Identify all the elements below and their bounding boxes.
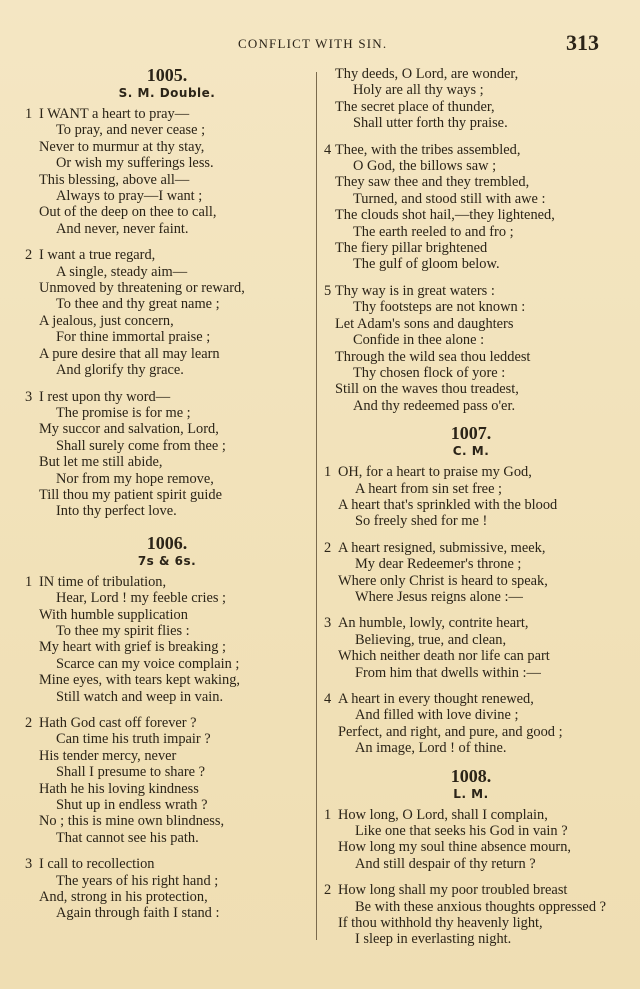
verse-text: This blessing, above all— bbox=[39, 171, 190, 188]
verse-line bbox=[22, 122, 312, 138]
verse-text: Believing, true, and clean, bbox=[355, 631, 507, 648]
verse-line bbox=[22, 438, 312, 454]
hymn-stanzas bbox=[22, 574, 312, 922]
verse-line bbox=[321, 497, 621, 513]
verse-text: I call to recollection bbox=[39, 856, 155, 873]
verse-text: I WANT a heart to pray— bbox=[39, 106, 190, 122]
verse-line bbox=[321, 615, 621, 631]
verse-line bbox=[22, 797, 312, 813]
verse-line bbox=[321, 839, 621, 855]
stanza-number: 3 bbox=[324, 615, 332, 632]
verse-line bbox=[321, 142, 621, 158]
stanza bbox=[321, 807, 621, 873]
verse-text: Till thou my patient spirit guide bbox=[39, 486, 222, 503]
verse-text: To pray, and never cease ; bbox=[56, 122, 206, 139]
verse-text: Can time his truth impair ? bbox=[56, 731, 211, 748]
stanza bbox=[321, 142, 621, 273]
verse-line bbox=[321, 299, 621, 315]
verse-line bbox=[321, 174, 621, 190]
verse-text: That cannot see his path. bbox=[56, 829, 199, 846]
verse-line bbox=[22, 247, 312, 263]
verse-line bbox=[321, 207, 621, 223]
verse-line bbox=[22, 296, 312, 312]
verse-line bbox=[321, 349, 621, 365]
verse-text: Thee, with the tribes assembled, bbox=[335, 141, 521, 158]
verse-line bbox=[321, 115, 621, 131]
verse-text: A heart that's sprinkled with the blood bbox=[338, 496, 558, 513]
verse-line bbox=[22, 188, 312, 204]
verse-line bbox=[22, 731, 312, 747]
verse-line bbox=[321, 899, 621, 915]
verse-text: And, strong in his protection, bbox=[39, 889, 208, 906]
verse-text: The promise is for me ; bbox=[56, 404, 191, 421]
verse-line bbox=[321, 823, 621, 839]
verse-line bbox=[321, 240, 621, 256]
verse-line bbox=[22, 204, 312, 220]
stanza-number: 1 bbox=[25, 573, 33, 590]
verse-line bbox=[22, 830, 312, 846]
hymn-meter: S. M. Double. bbox=[118, 86, 216, 100]
verse-line bbox=[321, 724, 621, 740]
verse-line bbox=[22, 813, 312, 829]
verse-text: Thy way is in great waters : bbox=[335, 282, 495, 299]
verse-line bbox=[22, 421, 312, 437]
verse-text: From him that dwells within :— bbox=[355, 664, 541, 681]
hymn-1008 bbox=[321, 767, 621, 948]
stanza bbox=[22, 247, 312, 378]
verse-line bbox=[22, 405, 312, 421]
stanza-number: 2 bbox=[324, 539, 332, 556]
verse-text: Always to pray—I want ; bbox=[56, 188, 203, 205]
verse-line bbox=[22, 672, 312, 688]
verse-line bbox=[22, 503, 312, 519]
verse-text: Shall I presume to share ? bbox=[56, 764, 206, 781]
verse-line bbox=[321, 191, 621, 207]
verse-text: Thy footsteps are not known : bbox=[353, 299, 526, 316]
hymn-meter: C. M. bbox=[452, 444, 490, 459]
stanza bbox=[321, 283, 621, 414]
verse-text: How long, O Lord, shall I complain, bbox=[338, 806, 548, 823]
verse-text: I sleep in everlasting night. bbox=[355, 931, 512, 948]
verse-line bbox=[321, 915, 621, 931]
verse-text: How long shall my poor troubled breast bbox=[338, 882, 568, 899]
verse-line bbox=[22, 905, 312, 921]
verse-text: And never, never faint. bbox=[56, 220, 189, 237]
stanza bbox=[321, 464, 621, 530]
verse-line bbox=[321, 66, 621, 82]
stanza-number: 4 bbox=[324, 141, 332, 158]
verse-text: They saw thee and they trembled, bbox=[335, 174, 530, 191]
verse-line bbox=[321, 381, 621, 397]
verse-line bbox=[321, 464, 621, 480]
verse-line bbox=[321, 589, 621, 605]
verse-line bbox=[321, 707, 621, 723]
verse-line bbox=[22, 362, 312, 378]
hymn-number: 1006. bbox=[146, 532, 188, 553]
verse-text: Still watch and weep in vain. bbox=[56, 688, 224, 705]
verse-line bbox=[321, 365, 621, 381]
verse-text: And filled with love divine ; bbox=[355, 707, 519, 724]
stanza bbox=[321, 540, 621, 606]
left-column bbox=[22, 66, 312, 932]
verse-line bbox=[321, 856, 621, 872]
verse-text: Like one that seeks his God in vain ? bbox=[355, 823, 568, 840]
verse-line bbox=[321, 807, 621, 823]
verse-text: And thy redeemed pass o'er. bbox=[353, 397, 516, 414]
stanza bbox=[321, 882, 621, 948]
verse-text: To thee my spirit flies : bbox=[56, 622, 190, 639]
hymn-stanzas bbox=[321, 807, 621, 948]
verse-line bbox=[22, 607, 312, 623]
verse-line bbox=[22, 280, 312, 296]
verse-text: The gulf of gloom below. bbox=[353, 256, 500, 273]
stanza-number: 2 bbox=[324, 882, 332, 899]
stanza-number: 2 bbox=[25, 247, 33, 264]
verse-line bbox=[22, 172, 312, 188]
verse-text: Out of the deep on thee to call, bbox=[39, 204, 217, 221]
hymn-1005 bbox=[22, 66, 312, 520]
verse-line bbox=[22, 106, 312, 122]
stanza-number: 1 bbox=[25, 106, 33, 122]
stanza bbox=[22, 856, 312, 922]
verse-line bbox=[321, 256, 621, 272]
verse-text: Again through faith I stand : bbox=[56, 905, 220, 922]
running-title: CONFLICT WITH SIN. bbox=[238, 36, 388, 51]
verse-line bbox=[22, 471, 312, 487]
verse-line bbox=[321, 573, 621, 589]
stanza bbox=[321, 66, 621, 132]
hymn-stanzas bbox=[321, 66, 621, 414]
hymn-1006 bbox=[22, 534, 312, 922]
verse-line bbox=[321, 931, 621, 947]
verse-text: My succor and salvation, Lord, bbox=[39, 421, 219, 438]
verse-text: Turned, and stood still with awe : bbox=[353, 190, 546, 207]
verse-text: Unmoved by threatening or reward, bbox=[39, 280, 245, 297]
verse-text: How long my soul thine absence mourn, bbox=[338, 839, 572, 856]
verse-line bbox=[321, 82, 621, 98]
verse-line bbox=[22, 639, 312, 655]
verse-line bbox=[321, 513, 621, 529]
verse-text: My heart with grief is breaking ; bbox=[39, 639, 227, 656]
verse-text: Mine eyes, with tears kept waking, bbox=[39, 672, 241, 689]
hymn-meter: L. M. bbox=[453, 786, 489, 801]
verse-text: Thy chosen flock of yore : bbox=[353, 364, 506, 381]
hymn-number: 1005. bbox=[146, 65, 188, 85]
verse-text: Never to murmur at thy stay, bbox=[39, 138, 205, 155]
verse-text: O God, the billows saw ; bbox=[353, 158, 497, 175]
stanza-number: 4 bbox=[324, 691, 332, 707]
stanza bbox=[22, 106, 312, 237]
verse-text: Let Adam's sons and daughters bbox=[335, 315, 514, 332]
verse-text: The secret place of thunder, bbox=[335, 98, 495, 115]
stanza-number: 3 bbox=[25, 856, 33, 873]
verse-text: I want a true regard, bbox=[39, 247, 156, 264]
verse-text: Still on the waves thou treadest, bbox=[335, 381, 519, 398]
verse-text: Scarce can my voice complain ; bbox=[56, 655, 240, 672]
verse-line bbox=[22, 574, 312, 590]
verse-line bbox=[321, 316, 621, 332]
verse-text: Or wish my sufferings less. bbox=[56, 155, 214, 172]
verse-text: Thy deeds, O Lord, are wonder, bbox=[335, 66, 519, 82]
verse-line bbox=[22, 873, 312, 889]
verse-text: Where Jesus reigns alone :— bbox=[355, 588, 523, 605]
hymn-1006-continued bbox=[321, 66, 621, 414]
verse-line bbox=[22, 139, 312, 155]
verse-text: His tender mercy, never bbox=[39, 747, 177, 764]
verse-text: No ; this is mine own blindness, bbox=[39, 813, 225, 830]
verse-text: OH, for a heart to praise my God, bbox=[338, 464, 532, 481]
verse-line bbox=[22, 264, 312, 280]
hymn-number: 1008. bbox=[450, 765, 492, 786]
verse-text: My dear Redeemer's throne ; bbox=[355, 556, 522, 573]
verse-line bbox=[22, 889, 312, 905]
verse-text: Perfect, and right, and pure, and good ; bbox=[338, 723, 563, 740]
verse-text: And still despair of thy return ? bbox=[355, 855, 536, 872]
verse-text: With humble supplication bbox=[39, 606, 188, 623]
verse-line bbox=[321, 332, 621, 348]
stanza bbox=[22, 715, 312, 846]
hymn-meter: 7s & 6s. bbox=[137, 553, 197, 568]
verse-text: Shut up in endless wrath ? bbox=[56, 797, 208, 814]
verse-line bbox=[22, 764, 312, 780]
verse-line bbox=[321, 556, 621, 572]
verse-text: Confide in thee alone : bbox=[353, 332, 485, 349]
verse-line bbox=[22, 656, 312, 672]
verse-text: Which neither death nor life can part bbox=[338, 648, 550, 665]
hymn-1007 bbox=[321, 424, 621, 757]
verse-text: Shall utter forth thy praise. bbox=[353, 115, 508, 132]
verse-line bbox=[22, 454, 312, 470]
verse-text: An humble, lowly, contrite heart, bbox=[338, 615, 529, 632]
verse-text: If thou withhold thy heavenly light, bbox=[338, 915, 543, 932]
verse-text: But let me still abide, bbox=[39, 454, 163, 471]
verse-text: The earth reeled to and fro ; bbox=[353, 223, 514, 240]
verse-text: A heart resigned, submissive, meek, bbox=[338, 539, 546, 556]
verse-text: Be with these anxious thoughts oppressed ? bbox=[355, 898, 606, 915]
verse-line bbox=[321, 740, 621, 756]
verse-line bbox=[321, 540, 621, 556]
stanza-number: 3 bbox=[25, 388, 33, 405]
stanza bbox=[321, 615, 621, 681]
verse-line bbox=[22, 313, 312, 329]
verse-text: Hath God cast off forever ? bbox=[39, 715, 197, 731]
verse-text: IN time of tribulation, bbox=[39, 573, 167, 590]
verse-line bbox=[22, 715, 312, 731]
stanza bbox=[22, 574, 312, 705]
stanza-number: 5 bbox=[324, 282, 332, 299]
verse-text: A heart in every thought renewed, bbox=[338, 691, 534, 707]
page-number: 313 bbox=[566, 30, 599, 55]
verse-line bbox=[22, 623, 312, 639]
column-divider bbox=[316, 72, 317, 940]
verse-line bbox=[321, 632, 621, 648]
verse-line bbox=[321, 224, 621, 240]
verse-text: Shall surely come from thee ; bbox=[56, 437, 226, 454]
verse-line bbox=[22, 748, 312, 764]
verse-line bbox=[22, 781, 312, 797]
verse-text: The fiery pillar brightened bbox=[335, 240, 488, 257]
stanza-number: 2 bbox=[25, 715, 33, 731]
verse-text: So freely shed for me ! bbox=[355, 513, 488, 530]
verse-line bbox=[22, 590, 312, 606]
verse-line bbox=[22, 856, 312, 872]
verse-line bbox=[321, 99, 621, 115]
verse-text: Into thy perfect love. bbox=[56, 503, 177, 520]
hymn-stanzas bbox=[321, 464, 621, 757]
stanza bbox=[321, 691, 621, 757]
verse-line bbox=[22, 389, 312, 405]
verse-line bbox=[321, 691, 621, 707]
stanza bbox=[22, 389, 312, 520]
verse-line bbox=[321, 882, 621, 898]
stanza-number: 1 bbox=[324, 464, 332, 481]
verse-line bbox=[321, 648, 621, 664]
verse-line bbox=[22, 329, 312, 345]
stanza-number: 1 bbox=[324, 806, 332, 823]
verse-text: A single, steady aim— bbox=[56, 263, 188, 280]
verse-line bbox=[22, 346, 312, 362]
verse-text: Through the wild sea thou leddest bbox=[335, 348, 531, 365]
verse-line bbox=[321, 481, 621, 497]
verse-text: Hear, Lord ! my feeble cries ; bbox=[56, 590, 227, 607]
verse-line bbox=[321, 158, 621, 174]
verse-text: The years of his right hand ; bbox=[56, 872, 219, 889]
right-column bbox=[321, 66, 621, 958]
hymn-number: 1007. bbox=[450, 423, 492, 444]
verse-text: An image, Lord ! of thine. bbox=[355, 740, 507, 757]
verse-text: A pure desire that all may learn bbox=[39, 345, 220, 362]
hymn-stanzas bbox=[22, 106, 312, 520]
verse-text: Where only Christ is heard to speak, bbox=[338, 572, 548, 589]
verse-text: To thee and thy great name ; bbox=[56, 296, 220, 313]
verse-line bbox=[22, 155, 312, 171]
verse-line bbox=[22, 487, 312, 503]
verse-text: Holy are all thy ways ; bbox=[353, 82, 484, 99]
verse-line bbox=[22, 689, 312, 705]
verse-text: For thine immortal praise ; bbox=[56, 329, 211, 346]
verse-line bbox=[22, 221, 312, 237]
verse-text: I rest upon thy word— bbox=[39, 388, 171, 405]
verse-text: A jealous, just concern, bbox=[39, 312, 174, 329]
verse-line bbox=[321, 283, 621, 299]
verse-line bbox=[321, 665, 621, 681]
verse-text: Nor from my hope remove, bbox=[56, 470, 214, 487]
verse-text: The clouds shot hail,—they lightened, bbox=[335, 207, 555, 224]
verse-text: A heart from sin set free ; bbox=[355, 480, 503, 497]
verse-text: Hath he his loving kindness bbox=[39, 780, 199, 797]
verse-line bbox=[321, 398, 621, 414]
verse-text: And glorify thy grace. bbox=[56, 362, 184, 379]
